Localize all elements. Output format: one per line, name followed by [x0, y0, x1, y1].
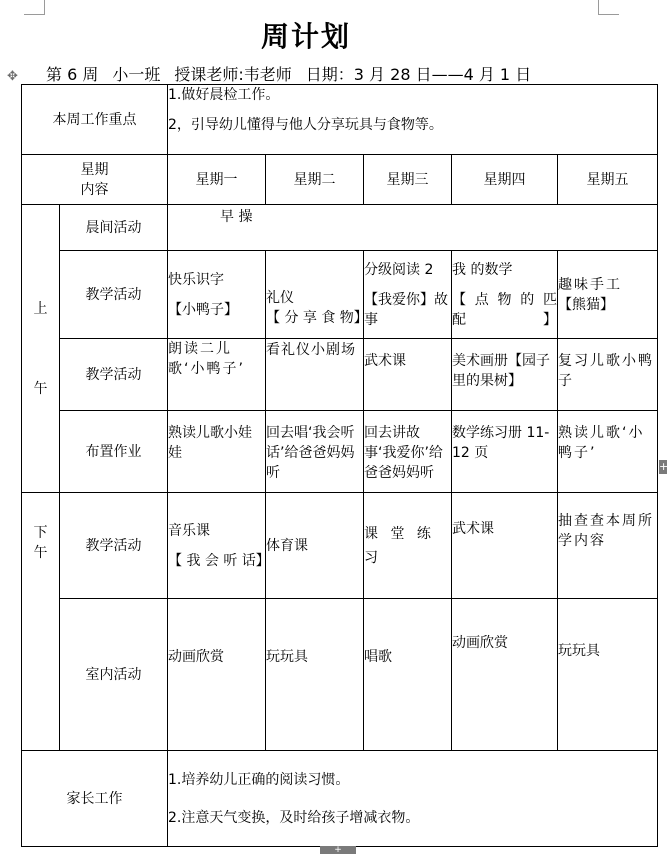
homework-wed: 回去讲故事‘我爱你’给爸爸妈妈听: [364, 411, 452, 493]
indoor-wed: 唱歌: [364, 599, 452, 751]
teach2-tue: 看礼仪小剧场: [266, 339, 364, 411]
teach1-tue-a: 礼仪: [266, 289, 294, 306]
morning-label-bottom: 午: [33, 380, 48, 397]
teach1-fri: [558, 251, 658, 339]
teach1-fri-b: 【熊猫】: [558, 296, 614, 313]
afternoon-teach-mon: [168, 493, 270, 599]
homework-thu: 数学练习册 11-12 页: [452, 411, 558, 493]
add-row-icon[interactable]: +: [320, 846, 356, 854]
weekly-plan-table: [21, 84, 658, 847]
homework-mon: 熟读儿歌小娃娃: [168, 411, 266, 493]
teacher-name: 授课老师:韦老师: [174, 65, 292, 84]
date-range: 日期：3 月 28 日——4 月 1 日: [305, 65, 532, 84]
teach1-wed-b: 【我爱你】故事: [364, 291, 448, 328]
day-header-2: 星期二: [266, 155, 364, 205]
afternoon-label-bottom: 午: [33, 545, 48, 561]
day-header-5: 星期五: [558, 155, 658, 205]
afternoon-teach-mon-a: 音乐课: [168, 522, 210, 539]
header-corner-bottom: 内容: [80, 181, 109, 198]
indoor-thu: 动画欣赏: [452, 599, 558, 751]
focus-label: 本周工作重点: [22, 85, 168, 155]
focus-content: [168, 85, 658, 155]
teach1-mon: [168, 251, 266, 339]
indoor-mon: 动画欣赏: [168, 599, 266, 751]
week-number: 第 6 周: [46, 65, 99, 84]
afternoon-teach-mon-b: 【 我 会 听 话】: [168, 552, 270, 569]
teach2-fri: 复习儿歌小鸭子: [558, 339, 658, 411]
parents-label: 家长工作: [22, 751, 168, 847]
teach1-tue: [266, 251, 368, 339]
class-name: 小一班: [112, 65, 161, 84]
indoor-label: 室内活动: [60, 599, 168, 751]
teach2-wed: 武术课: [364, 339, 452, 411]
teach2-thu: 美术画册【园子里的果树】: [452, 339, 558, 411]
afternoon-teach-tue: 体育课: [266, 493, 364, 599]
afternoon-teach-label: 教学活动: [60, 493, 168, 599]
page-corner-mark-left: [24, 0, 45, 15]
teach1-fri-a: 趣味手工: [558, 276, 622, 293]
focus-item-1: 1.做好晨检工作。: [168, 87, 280, 103]
header-corner-top: 星期: [80, 161, 109, 178]
focus-item-2: 2，引导幼儿懂得与他人分享玩具与食物等。: [168, 117, 443, 133]
morning-label-top: 上: [33, 300, 48, 317]
indoor-tue: 玩玩具: [266, 599, 364, 751]
teach1-wed: [364, 251, 452, 339]
early-activity-label: 晨间活动: [60, 205, 168, 251]
parents-content: [168, 751, 658, 847]
early-activity-content: 早 操: [168, 205, 658, 251]
info-line: [46, 62, 545, 85]
afternoon-teach-thu: 武术课: [452, 493, 558, 599]
teach1-thu-b: 【 点 物 的 匹 配】: [452, 291, 557, 328]
day-header-1: 星期一: [168, 155, 266, 205]
afternoon-label: [22, 493, 60, 751]
parents-item-1: 1.培养幼儿正确的阅读习惯。: [168, 771, 350, 788]
teach1-label: 教学活动: [60, 251, 168, 339]
parents-item-2: 2.注意天气变换，及时给孩子增减衣物。: [168, 809, 420, 826]
page-title: 周计划: [260, 20, 351, 53]
morning-label: [22, 205, 60, 493]
afternoon-teach-wed: 课 堂 练 习: [364, 493, 452, 599]
teach2-mon: 朗读二儿歌‘小鸭子’: [168, 339, 266, 411]
teach2-label: 教学活动: [60, 339, 168, 411]
homework-tue: 回去唱‘我会听话’给爸爸妈妈听: [266, 411, 364, 493]
teach1-wed-a: 分级阅读 2: [364, 261, 434, 278]
add-column-icon[interactable]: +: [659, 460, 668, 473]
table-move-handle-icon[interactable]: ✥: [7, 69, 18, 84]
indoor-fri: 玩玩具: [558, 599, 658, 751]
teach1-mon-a: 快乐识字: [168, 271, 224, 288]
afternoon-teach-fri: 抽查查本周所学内容: [558, 493, 658, 599]
homework-label: 布置作业: [60, 411, 168, 493]
teach1-tue-b: 【 分 享 食 物】: [266, 309, 368, 326]
homework-fri: 熟读儿歌‘小鸭子’: [558, 411, 658, 493]
teach1-thu: [452, 251, 558, 339]
teach1-thu-a: 我 的数学: [452, 261, 513, 278]
header-corner: [22, 155, 168, 205]
page-corner-mark-right: [598, 0, 619, 15]
day-header-3: 星期三: [364, 155, 452, 205]
afternoon-label-top: 下: [33, 525, 48, 541]
day-header-4: 星期四: [452, 155, 558, 205]
teach1-mon-b: 【小鸭子】: [168, 301, 238, 318]
